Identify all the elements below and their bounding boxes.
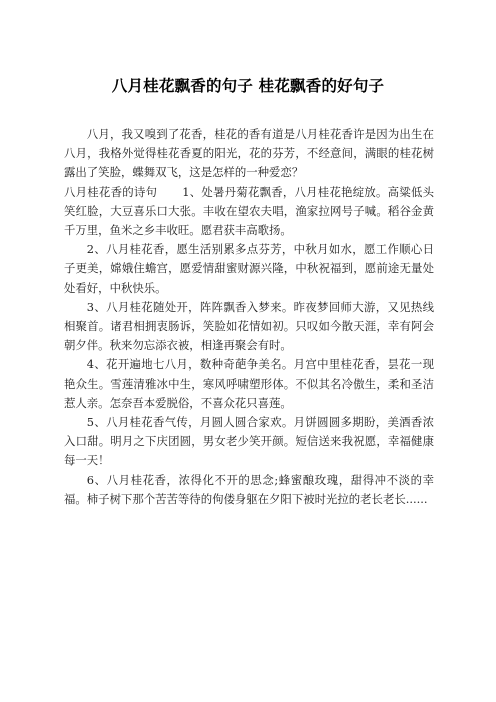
section-heading: 八月桂花香的诗句 xyxy=(64,184,158,199)
list-item: 2、八月桂花香，愿生活别累多点芬芳，中秋月如水，愿工作顺心日子更美，嫦娥住蟾宫，愿爱情甜蜜财源兴隆，中秋祝福到，愿前途无量处处看好，中秋快乐。 xyxy=(64,242,434,295)
list-item: 3、八月桂花随处开，阵阵飘香入梦来。昨夜梦回师大游，又见热线相聚首。诸君相拥衷肠诉，笑脸如花情如初。只叹如今散天涯，幸有阿会朝夕伴。秋来勿忘添衣被，相逢再聚会有时。 xyxy=(64,299,434,353)
list-item: 6、八月桂花香，浓得化不开的思念;蜂蜜酿玫瑰，甜得冲不淡的幸福。柿子树下那个苦苦等待的佝偻身躯在夕阳下被时光拉的老长老长...... xyxy=(64,472,434,506)
list-item: 1、处暑丹菊花飘香，八月桂花艳绽放。高粱低头笑红脸，大豆喜乐口大张。丰收在望农夫唱，渔家拉网号子喊。稻谷金黄千万里，鱼米之乡丰收旺。愿君获丰高歌扬。 xyxy=(64,184,434,238)
intro-paragraph: 八月，我又嗅到了花香，桂花的香有道是八月桂花香许是因为出生在八月，我格外觉得桂花香夏的阳光，花的芬芳，不经意间，满眼的桂花树露出了笑脸，蝶舞双飞，这是怎样的一种爱恋？ xyxy=(64,127,434,180)
list-item: 5、八月桂花香气传，月圆人圆合家欢。月饼圆圆多期盼，美酒香浓入口甜。明月之下庆团圆，男女老少笑开颜。短信送来我祝愿，幸福健康每一天！ xyxy=(64,415,434,468)
document-title: 八月桂花飘香的句子 桂花飘香的好句子 xyxy=(111,77,385,95)
poem-section-paragraph xyxy=(64,183,434,241)
document-body xyxy=(64,125,434,509)
list-item: 4、花开遍地七八月，数种奇葩争美名。月宫中里桂花香，昙花一现艳众生。雪莲清雅冰中生，寒风呼啸塑形体。不似其名冷傲生，柔和圣洁惹人亲。怎奈吾本爱脱俗，不喜众花只喜莲。 xyxy=(64,357,434,410)
